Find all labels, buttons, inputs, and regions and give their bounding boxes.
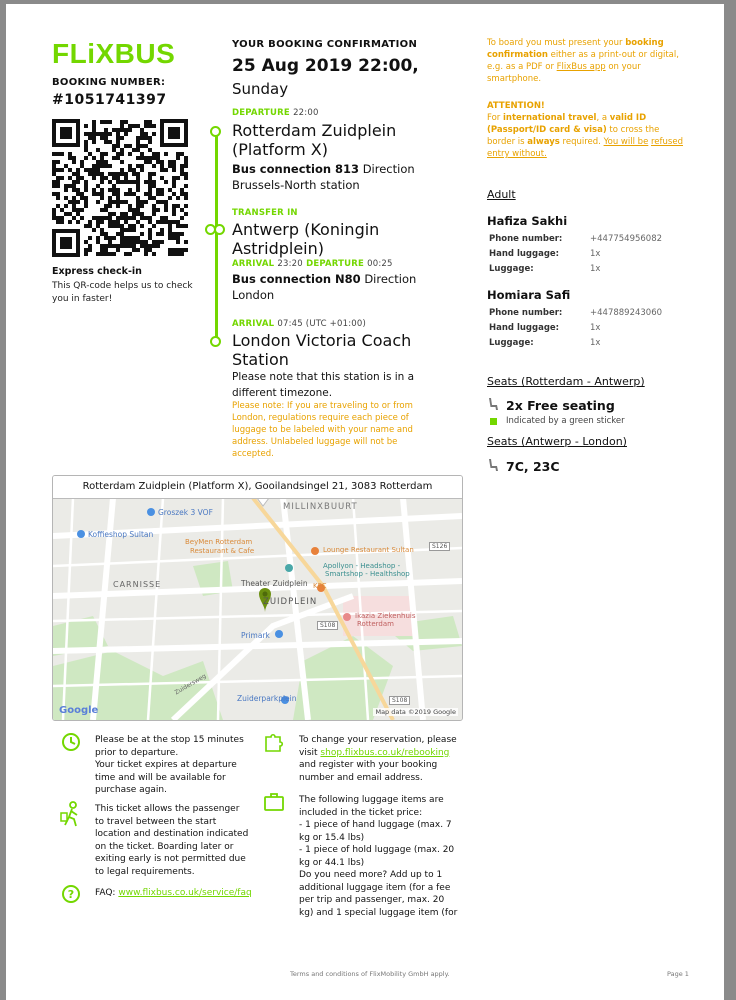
footer-terms: Terms and conditions of FlixMobility GmbH apply. [290,970,450,978]
bus-connection-1-direction: Direction [362,162,415,176]
seat-icon [487,458,500,472]
google-logo: Google [59,705,99,716]
transfer-label: TRANSFER IN [232,208,298,218]
phone-label: Phone number: [489,234,563,244]
flixbus-app-link[interactable]: FlixBus app [556,62,606,72]
map-label-s108-b: S108 [389,696,410,705]
board-note-l2b: confirmation [487,50,548,60]
passenger-1-hand: 1x [590,249,601,259]
arrival-1-time: 23:20 [277,259,303,269]
luggage-icon [263,792,285,812]
transfer-dot-b [214,224,225,235]
info-travel: This ticket allows the passenger to travel between the start location and destination indicated on the ticket. Boarding later or exiting early is not permitted due to legal requirements. [95,804,249,877]
info-luggage-hold: - 1 piece of hold luggage (max. 20 kg or 44.1 lbs) [299,845,455,868]
info-luggage-intro: The following luggage items are included in the ticket price: [299,795,444,818]
seat-icon [487,397,500,411]
passenger-1-luggage-row [489,264,689,276]
departure-label-row [232,108,319,118]
transfer-stop-line-2: Astridplein) [232,239,325,258]
departure-label: DEPARTURE [232,108,290,118]
clock-icon [61,732,81,752]
london-luggage-note: Please note: If you are traveling to or from London, regulations require each piece of luggage to be labeled with your name and address. Unlabeled luggage will not be accepted. [232,401,413,459]
map-label-carnisse: CARNISSE [113,580,162,589]
map-label-beymen-2: Restaurant & Cafe [190,547,255,555]
map-label-koffieshop: Koffieshop Sultan [88,530,154,539]
arrival-stop-line-2: Station [232,350,289,369]
passenger-2-hand: 1x [590,323,601,333]
board-note-l1: To board you must present your [487,38,623,48]
map-label-zuiderparkplein: Zuiderparkplein [237,694,297,703]
info-change [299,734,459,784]
map-label-kfc: KFC [313,582,327,590]
map-label-ikazia-2: Rotterdam [357,620,394,628]
attention-l1: For [487,113,501,123]
luggage-label: Luggage: [489,264,534,274]
info-change-1: To change your reservation, please visit [299,735,457,758]
attention-l2b: (Passport/ID card & visa) [487,125,607,135]
luggage-label: Luggage: [489,338,534,348]
timezone-note-line-2: different timezone. [232,387,333,396]
faq-link[interactable]: www.flixbus.co.uk/service/faq [118,888,252,898]
attention-l3u: You will be [603,137,649,147]
qr-code [52,119,188,257]
attention-l3: border is [487,137,525,147]
seats-segment-2-title: Seats (Antwerp - London) [487,435,627,448]
info-stop-1: Please be at the stop 15 minutes prior to departure. [95,735,244,758]
passenger-2-name: Homiara Safi [487,288,571,302]
arrival-stop-line-1: London Victoria Coach [232,331,412,350]
express-checkin-title: Express check-in [52,266,142,277]
bus-connection-1-destination: Brussels-North station [232,178,360,192]
map-label-beymen-1: BeyMen Rotterdam [185,538,253,546]
passenger-1-luggage: 1x [590,264,601,274]
arrival-dot [210,336,221,347]
arrival-2-time: 07:45 (UTC +01:00) [277,319,367,329]
map-label-groszek: Groszek 3 VOF [158,508,213,517]
map-label-apollyon-2: Smartshop - Healthshop [325,570,410,578]
info-stop-2: Your ticket expires at departure time and will be available for purchase again. [95,760,237,795]
hand-luggage-label: Hand luggage: [489,249,560,259]
puzzle-icon [263,733,285,753]
passenger-2-luggage: 1x [590,338,601,348]
attention-l1c: , a [596,113,608,123]
arrival-2-label: ARRIVAL [232,319,275,329]
confirmation-weekday: Sunday [232,80,289,98]
board-note-l3: digital, e.g. as a PDF or [487,50,679,72]
passenger-2-phone-row [489,308,689,320]
info-luggage-more: Do you need more? Add up to 1 additional luggage item (for a fee per trip and passenger, max. 20 kg) and 1 special luggage item (for [299,870,458,918]
phone-label: Phone number: [489,308,563,318]
booking-number: #1051741397 [52,92,167,108]
map-label-zuidersweg: Zuidersweg [173,672,208,697]
seats-segment-1-note: Indicated by a green sticker [506,416,625,426]
map-canvas[interactable] [53,476,462,720]
attention-l3c: required. [562,137,601,147]
map-label-s108-a: S108 [317,621,338,630]
seats-segment-1-value: 2x Free seating [506,398,615,413]
map-attribution: Map data ©2019 Google [375,708,456,716]
map-label-theater: Theater Zuidplein [241,579,308,588]
route-line [215,128,218,343]
board-note [487,37,687,85]
bus-connection-2 [232,272,416,287]
seats-segment-1-title: Seats (Rotterdam - Antwerp) [487,375,645,388]
attention-title: ATTENTION! [487,101,545,111]
passenger-1-name: Hafiza Sakhi [487,214,568,228]
bus-connection-2-number: Bus connection N80 [232,272,361,286]
board-note-l1b: booking [625,38,664,48]
attention-l2: to cross the [609,125,660,135]
departure-stop-line-2: (Platform X) [232,140,329,159]
ticket-page [6,4,724,1000]
board-note-l3e: on your [608,62,641,72]
info-faq [95,887,252,900]
bus-connection-1 [232,162,415,177]
departure-time: 22:00 [293,108,319,118]
attention-note [487,100,687,160]
green-sticker-icon [490,418,497,425]
board-note-l4: smartphone. [487,74,542,84]
departure-dot [210,126,221,137]
bus-connection-2-direction: Direction [364,272,417,286]
passenger-2-phone: +447889243060 [590,308,663,318]
footer-page-number: Page 1 [667,970,689,978]
transfer-stop-line-1: Antwerp (Koningin [232,220,380,239]
info-stop [95,734,245,797]
confirmation-title: YOUR BOOKING CONFIRMATION [232,39,418,50]
info-luggage-hand: - 1 piece of hand luggage (max. 7 kg or 15.4 lbs) [299,820,452,843]
bus-connection-2-destination: London [232,288,275,302]
attention-l4u: refused entry without. [487,137,683,159]
board-note-l2: either as a print-out or [550,50,648,60]
attention-l1d: valid ID [609,113,647,123]
map-label-lounge: Lounge Restaurant Sultan [323,546,414,554]
attention-l1b: international travel [502,113,597,123]
map-label-s126: S126 [429,542,450,551]
seats-segment-2-value: 7C, 23C [506,459,560,474]
express-checkin-text: This QR-code helps us to check you in faster! [52,281,193,304]
help-icon [61,884,81,904]
hand-luggage-label: Hand luggage: [489,323,560,333]
arrival-1-label: ARRIVAL [232,259,275,269]
passenger-type: Adult [487,188,516,201]
passenger-1-phone-row [489,234,689,246]
bus-connection-1-number: Bus connection 813 [232,162,360,176]
map-label-apollyon-1: Apollyon - Headshop - [323,562,401,570]
rebooking-link[interactable]: shop.flixbus.co.uk/rebooking [320,747,450,758]
attention-l3b: always [527,137,560,147]
map-label-ikazia-1: Ikazia Ziekenhuis [355,612,416,620]
map-address: Rotterdam Zuidplein (Platform X), Gooilandsingel 21, 3083 Rotterdam [53,476,462,499]
info-luggage [299,794,459,919]
traveler-icon [59,801,83,827]
passenger-2-hand-row [489,323,689,335]
faq-label: FAQ: [95,888,116,898]
station-map[interactable] [52,475,463,721]
confirmation-date: 25 Aug 2019 22:00, [232,56,419,76]
passenger-2-luggage-row [489,338,689,350]
passenger-1-phone: +447754956082 [590,234,663,244]
departure-2-label: DEPARTURE [306,259,364,269]
flixbus-logo: FLiXBUS [52,38,176,69]
svg-text:?: ? [67,888,75,901]
map-label-primark: Primark [241,631,270,640]
info-change-2: and register with your booking number and email address. [299,760,438,783]
map-label-millinxbuurt: MILLINXBUURT [283,502,358,512]
map-label-zuidplein: ZUIDPLEIN [263,597,318,607]
departure-stop-line-1: Rotterdam Zuidplein [232,121,397,140]
timezone-note-line-1: Please note that this station is in a [232,371,415,383]
passenger-1-hand-row [489,249,689,261]
arrival-2-row [232,319,366,329]
booking-number-label: BOOKING NUMBER: [52,77,166,88]
transfer-times-row [232,259,393,269]
departure-2-time: 00:25 [367,259,393,269]
